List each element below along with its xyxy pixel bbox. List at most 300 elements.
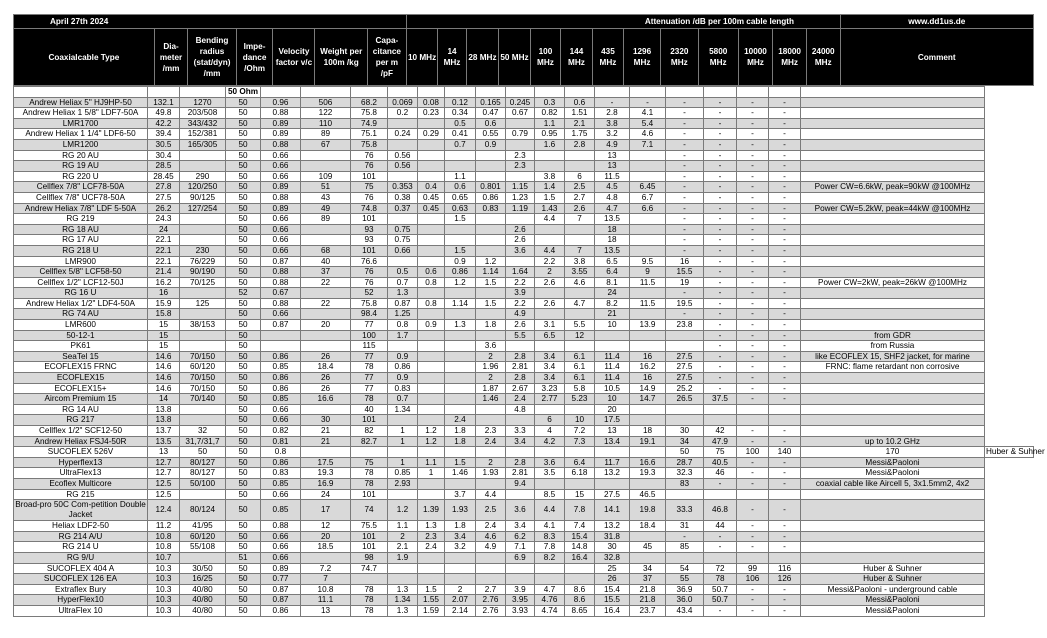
table-cell: 2.93 bbox=[388, 478, 418, 489]
table-row bbox=[14, 277, 1034, 288]
table-cell: 55/108 bbox=[180, 542, 226, 553]
table-cell: 3.1 bbox=[535, 320, 565, 331]
table-cell bbox=[595, 478, 630, 489]
cable-type-cell: RG 16 U bbox=[14, 288, 148, 299]
table-cell: 50 bbox=[226, 468, 261, 479]
table-cell: - bbox=[704, 542, 737, 553]
table-cell: 1.4 bbox=[535, 182, 565, 193]
table-cell: 50 bbox=[226, 373, 261, 384]
table-cell: 2.2 bbox=[506, 277, 535, 288]
table-cell: 21.8 bbox=[630, 595, 666, 606]
table-cell: 0.66 bbox=[261, 214, 301, 225]
table-row bbox=[14, 362, 1034, 373]
table-cell: - bbox=[704, 277, 737, 288]
table-cell: 74 bbox=[351, 500, 388, 521]
table-cell: 27.5 bbox=[666, 373, 704, 384]
table-row bbox=[14, 426, 1034, 437]
table-cell: 0.9 bbox=[388, 373, 418, 384]
table-cell: 5.8 bbox=[565, 383, 595, 394]
table-cell bbox=[445, 341, 476, 352]
table-cell: - bbox=[737, 139, 769, 150]
table-cell: 7.1 bbox=[506, 542, 535, 553]
table-cell: 16.6 bbox=[301, 394, 351, 405]
table-cell: 31,7/31,7 bbox=[180, 436, 226, 447]
table-cell: 16.2 bbox=[630, 362, 666, 373]
table-cell: 50 bbox=[226, 108, 261, 119]
table-cell: 28.45 bbox=[148, 171, 180, 182]
table-cell: 70/150 bbox=[180, 373, 226, 384]
table-cell: 10.3 bbox=[148, 605, 180, 616]
table-cell: 6 bbox=[535, 415, 565, 426]
column-header: 435 MHz bbox=[592, 29, 624, 86]
table-cell: 26 bbox=[301, 351, 351, 362]
table-cell: 10.3 bbox=[148, 584, 180, 595]
table-cell: 11.7 bbox=[595, 457, 630, 468]
table-cell: 3.6 bbox=[506, 500, 535, 521]
cable-type-cell: Andrew Heliax 1 5/8" LDF7-50A bbox=[14, 108, 148, 119]
table-cell: 0.87 bbox=[261, 584, 301, 595]
table-cell bbox=[148, 87, 180, 98]
table-cell bbox=[630, 161, 666, 172]
table-cell: 12 bbox=[565, 330, 595, 341]
table-cell bbox=[418, 574, 445, 585]
table-cell: 0.66 bbox=[261, 531, 301, 542]
table-cell: 170 bbox=[801, 447, 985, 458]
table-cell: 36.0 bbox=[666, 595, 704, 606]
table-cell: 50 bbox=[226, 277, 261, 288]
table-cell: 40 bbox=[301, 256, 351, 267]
table-cell: 0.66 bbox=[261, 309, 301, 320]
table-cell: 2.6 bbox=[506, 235, 535, 246]
table-cell: 4.7 bbox=[535, 584, 565, 595]
table-cell bbox=[630, 415, 666, 426]
table-cell bbox=[737, 87, 769, 98]
table-cell: 13.4 bbox=[595, 436, 630, 447]
table-cell: 2 bbox=[535, 267, 565, 278]
table-cell: 15 bbox=[148, 330, 180, 341]
table-cell: 7.1 bbox=[630, 139, 666, 150]
table-cell: 13 bbox=[595, 150, 630, 161]
table-cell bbox=[565, 87, 595, 98]
table-cell: 9.5 bbox=[630, 256, 666, 267]
table-cell bbox=[630, 330, 666, 341]
table-cell: 0.85 bbox=[261, 362, 301, 373]
table-cell: 27.5 bbox=[666, 351, 704, 362]
table-cell bbox=[445, 351, 476, 362]
table-cell: 6.18 bbox=[565, 468, 595, 479]
table-cell bbox=[630, 288, 666, 299]
table-cell: 0.7 bbox=[388, 394, 418, 405]
table-cell: 0.66 bbox=[261, 171, 301, 182]
table-cell bbox=[445, 574, 476, 585]
table-cell: 109 bbox=[301, 171, 351, 182]
table-cell bbox=[388, 447, 418, 458]
table-cell bbox=[801, 87, 985, 98]
table-cell: 50 bbox=[226, 182, 261, 193]
table-cell: 50 bbox=[226, 150, 261, 161]
column-header: 10000 MHz bbox=[738, 29, 773, 86]
table-cell: 18 bbox=[595, 235, 630, 246]
table-cell: - bbox=[737, 224, 769, 235]
table-cell: 50.7 bbox=[704, 584, 737, 595]
table-cell: 55 bbox=[666, 574, 704, 585]
table-cell: 80/127 bbox=[180, 457, 226, 468]
table-cell: 3.4 bbox=[535, 362, 565, 373]
table-cell: 50 bbox=[226, 309, 261, 320]
table-cell: 101 bbox=[351, 542, 388, 553]
table-cell: 2.6 bbox=[535, 298, 565, 309]
table-cell: 4.6 bbox=[476, 531, 506, 542]
table-cell: 15 bbox=[565, 489, 595, 500]
table-cell: 76 bbox=[351, 161, 388, 172]
table-cell: 0.83 bbox=[261, 468, 301, 479]
table-cell: 13.2 bbox=[595, 468, 630, 479]
table-cell: 14.8 bbox=[565, 542, 595, 553]
table-cell: 47.9 bbox=[704, 436, 737, 447]
table-cell: 78 bbox=[704, 574, 737, 585]
table-cell: 50 bbox=[226, 531, 261, 542]
table-cell: 50 bbox=[226, 584, 261, 595]
column-header: 18000 MHz bbox=[773, 29, 807, 86]
table-cell: - bbox=[666, 150, 704, 161]
table-cell: 0.86 bbox=[476, 192, 506, 203]
cable-type-cell: Ecoflex Multicore bbox=[14, 478, 148, 489]
table-cell bbox=[180, 224, 226, 235]
table-cell: - bbox=[769, 457, 801, 468]
comment-cell bbox=[801, 415, 985, 426]
table-cell: 40 bbox=[351, 404, 388, 415]
table-cell bbox=[506, 256, 535, 267]
table-cell: 11.5 bbox=[630, 298, 666, 309]
table-cell: 19.3 bbox=[301, 468, 351, 479]
table-cell: 27.5 bbox=[148, 192, 180, 203]
table-cell bbox=[301, 404, 351, 415]
table-cell: 2.4 bbox=[476, 521, 506, 532]
table-row bbox=[14, 447, 1034, 458]
table-cell: 46.5 bbox=[630, 489, 666, 500]
table-cell: 1.64 bbox=[506, 267, 535, 278]
table-cell bbox=[704, 415, 737, 426]
table-cell: 4.9 bbox=[506, 309, 535, 320]
table-cell: 2.7 bbox=[565, 192, 595, 203]
table-cell: 0.83 bbox=[476, 203, 506, 214]
table-cell: 2.8 bbox=[506, 351, 535, 362]
table-cell bbox=[769, 404, 801, 415]
table-cell: - bbox=[737, 457, 769, 468]
table-cell: 21.4 bbox=[148, 267, 180, 278]
table-cell: 3.9 bbox=[506, 288, 535, 299]
table-cell bbox=[666, 330, 704, 341]
comment-cell bbox=[801, 129, 985, 140]
table-cell bbox=[351, 447, 388, 458]
table-cell bbox=[565, 309, 595, 320]
table-cell bbox=[418, 309, 445, 320]
table-cell: - bbox=[737, 192, 769, 203]
table-cell: - bbox=[769, 118, 801, 129]
comment-cell bbox=[801, 426, 985, 437]
table-cell: 82.7 bbox=[351, 436, 388, 447]
table-cell: - bbox=[704, 267, 737, 278]
table-cell: 101 bbox=[351, 489, 388, 500]
table-cell: 11.4 bbox=[595, 373, 630, 384]
table-cell: 36.9 bbox=[666, 584, 704, 595]
table-cell: - bbox=[704, 478, 737, 489]
table-row bbox=[14, 394, 1034, 405]
table-cell: 0.37 bbox=[388, 203, 418, 214]
table-cell bbox=[418, 224, 445, 235]
table-cell: 16.2 bbox=[148, 277, 180, 288]
table-cell: - bbox=[737, 298, 769, 309]
table-cell: 50 bbox=[226, 574, 261, 585]
table-cell: 50 bbox=[226, 404, 261, 415]
table-cell: 0.66 bbox=[261, 150, 301, 161]
table-cell: - bbox=[737, 288, 769, 299]
table-row bbox=[14, 404, 1034, 415]
table-cell bbox=[630, 404, 666, 415]
table-cell bbox=[630, 531, 666, 542]
column-header: 10 MHz bbox=[406, 29, 438, 86]
table-cell bbox=[418, 478, 445, 489]
table-cell bbox=[418, 139, 445, 150]
comment-cell bbox=[801, 373, 985, 384]
table-cell: 1.51 bbox=[565, 108, 595, 119]
table-cell: 0.353 bbox=[388, 182, 418, 193]
table-cell: 27.5 bbox=[666, 362, 704, 373]
table-cell bbox=[506, 87, 535, 98]
table-cell: 3.8 bbox=[565, 256, 595, 267]
table-cell bbox=[535, 87, 565, 98]
comment-cell: from GDR bbox=[801, 330, 985, 341]
table-cell: 2.2 bbox=[506, 298, 535, 309]
table-cell: 19.5 bbox=[666, 298, 704, 309]
table-cell: - bbox=[737, 150, 769, 161]
table-cell: 2.1 bbox=[388, 542, 418, 553]
table-cell bbox=[476, 330, 506, 341]
table-cell: - bbox=[737, 108, 769, 119]
table-cell: 24 bbox=[148, 224, 180, 235]
column-header: Capa-citance per m /pF bbox=[367, 29, 406, 86]
table-cell: - bbox=[704, 118, 737, 129]
table-cell: - bbox=[666, 108, 704, 119]
table-cell: 116 bbox=[769, 563, 801, 574]
table-cell bbox=[180, 87, 226, 98]
table-cell: 506 bbox=[301, 97, 351, 108]
table-cell: 0.55 bbox=[476, 129, 506, 140]
website-label: www.dd1us.de bbox=[840, 15, 1033, 29]
table-cell: 26.2 bbox=[148, 203, 180, 214]
table-cell: 0.23 bbox=[418, 108, 445, 119]
table-row bbox=[14, 373, 1034, 384]
table-cell: 10.3 bbox=[148, 595, 180, 606]
table-cell: 4.9 bbox=[595, 139, 630, 150]
table-cell: - bbox=[704, 129, 737, 140]
table-cell: - bbox=[737, 531, 769, 542]
table-cell bbox=[418, 87, 445, 98]
column-header: Comment bbox=[840, 29, 1033, 86]
table-cell: 17 bbox=[301, 500, 351, 521]
table-cell: 0.66 bbox=[261, 489, 301, 500]
comment-cell bbox=[801, 97, 985, 108]
table-cell bbox=[565, 224, 595, 235]
table-cell bbox=[506, 489, 535, 500]
table-cell: 21 bbox=[595, 309, 630, 320]
cable-type-cell: RG 14 AU bbox=[14, 404, 148, 415]
cable-type-cell: RG 9/U bbox=[14, 552, 148, 563]
table-cell bbox=[418, 362, 445, 373]
table-cell: - bbox=[666, 182, 704, 193]
table-cell: 11.5 bbox=[630, 277, 666, 288]
table-cell bbox=[445, 373, 476, 384]
column-header: Velocity factor v/c bbox=[273, 29, 315, 86]
table-cell bbox=[445, 552, 476, 563]
table-cell: - bbox=[704, 161, 737, 172]
table-cell bbox=[630, 224, 666, 235]
table-row bbox=[14, 203, 1034, 214]
table-cell bbox=[666, 415, 704, 426]
table-cell: - bbox=[737, 203, 769, 214]
table-row bbox=[14, 595, 1034, 606]
table-cell: 0.165 bbox=[476, 97, 506, 108]
table-cell: 3.4 bbox=[506, 521, 535, 532]
table-cell: 76 bbox=[351, 267, 388, 278]
table-cell: 52 bbox=[226, 288, 261, 299]
table-cell: 0.96 bbox=[261, 97, 301, 108]
table-cell bbox=[476, 235, 506, 246]
table-cell: 0.66 bbox=[261, 224, 301, 235]
table-cell: 0.66 bbox=[388, 245, 418, 256]
table-cell: - bbox=[704, 224, 737, 235]
table-cell: 5.23 bbox=[565, 394, 595, 405]
table-cell: 93 bbox=[351, 224, 388, 235]
table-cell: 15.4 bbox=[595, 584, 630, 595]
table-cell bbox=[445, 394, 476, 405]
table-cell: 67 bbox=[301, 139, 351, 150]
table-cell: 0.38 bbox=[388, 192, 418, 203]
table-cell: 0.85 bbox=[261, 500, 301, 521]
table-cell: 1 bbox=[388, 457, 418, 468]
table-cell bbox=[180, 415, 226, 426]
table-cell: 68 bbox=[301, 245, 351, 256]
table-cell: 26 bbox=[595, 574, 630, 585]
table-cell: 21 bbox=[301, 436, 351, 447]
date-label: April 27th 2024 bbox=[14, 15, 407, 29]
table-cell: 76 bbox=[351, 150, 388, 161]
table-cell: 18 bbox=[595, 224, 630, 235]
table-cell: - bbox=[666, 245, 704, 256]
table-cell: 6.7 bbox=[630, 192, 666, 203]
column-header: Impe-dance /Ohm bbox=[236, 29, 273, 86]
table-cell: 78 bbox=[351, 468, 388, 479]
table-cell: - bbox=[704, 245, 737, 256]
table-cell bbox=[630, 235, 666, 246]
table-cell: 9 bbox=[630, 267, 666, 278]
table-cell bbox=[180, 214, 226, 225]
table-cell: 0.66 bbox=[261, 235, 301, 246]
table-cell: - bbox=[737, 426, 769, 437]
table-cell bbox=[180, 235, 226, 246]
table-cell: 7 bbox=[301, 574, 351, 585]
table-cell bbox=[476, 552, 506, 563]
table-cell bbox=[418, 330, 445, 341]
table-cell: 0.65 bbox=[445, 192, 476, 203]
cable-type-cell: Andrew Heliax FSJ4-50R bbox=[14, 436, 148, 447]
table-cell: - bbox=[737, 595, 769, 606]
comment-cell bbox=[801, 552, 985, 563]
table-cell: 27.8 bbox=[148, 182, 180, 193]
table-cell: 0.6 bbox=[418, 267, 445, 278]
table-cell: 25 bbox=[595, 563, 630, 574]
comment-cell bbox=[801, 542, 985, 553]
table-cell: 0.88 bbox=[261, 298, 301, 309]
table-cell: 16/25 bbox=[180, 574, 226, 585]
table-cell: 49.8 bbox=[148, 108, 180, 119]
cable-table-container bbox=[13, 14, 1045, 617]
table-cell: 70/140 bbox=[180, 394, 226, 405]
table-cell bbox=[666, 341, 704, 352]
table-cell: 1.1 bbox=[418, 457, 445, 468]
table-cell: 0.66 bbox=[261, 404, 301, 415]
table-cell bbox=[769, 415, 801, 426]
cable-type-cell: RG 217 bbox=[14, 415, 148, 426]
table-cell bbox=[301, 288, 351, 299]
table-cell: 2.4 bbox=[476, 436, 506, 447]
table-cell bbox=[418, 256, 445, 267]
table-cell: - bbox=[769, 267, 801, 278]
table-cell: 50 bbox=[226, 256, 261, 267]
table-cell: 42.2 bbox=[148, 118, 180, 129]
table-cell bbox=[506, 118, 535, 129]
comment-cell: Huber & Suhner bbox=[801, 574, 985, 585]
table-cell bbox=[565, 235, 595, 246]
comment-cell: Power CW=2kW, peak=26kW @100MHz bbox=[801, 277, 985, 288]
table-cell: 10.8 bbox=[148, 531, 180, 542]
cable-type-cell: Cellflex 5/8" LCF58-50 bbox=[14, 267, 148, 278]
table-cell bbox=[506, 171, 535, 182]
table-cell: 3.5 bbox=[535, 468, 565, 479]
table-cell bbox=[769, 489, 801, 500]
table-cell: 80/124 bbox=[180, 500, 226, 521]
table-cell bbox=[630, 214, 666, 225]
table-cell bbox=[388, 489, 418, 500]
table-cell: 3.6 bbox=[506, 245, 535, 256]
table-cell bbox=[388, 87, 418, 98]
table-cell: 0.88 bbox=[261, 139, 301, 150]
table-row bbox=[14, 500, 1034, 521]
table-cell: 3.8 bbox=[535, 171, 565, 182]
table-cell: 0.24 bbox=[388, 129, 418, 140]
table-cell: 0.86 bbox=[445, 267, 476, 278]
table-row bbox=[14, 256, 1034, 267]
table-cell: 50 bbox=[226, 351, 261, 362]
table-cell: 0.66 bbox=[261, 245, 301, 256]
table-cell: 140 bbox=[769, 447, 801, 458]
table-cell: 0.86 bbox=[261, 351, 301, 362]
table-cell bbox=[301, 235, 351, 246]
comment-cell: like ECOFLEX 15, SHF2 jacket, for marine bbox=[801, 351, 985, 362]
table-cell: 6.9 bbox=[506, 552, 535, 563]
table-cell: 12.7 bbox=[148, 468, 180, 479]
table-cell: 0.9 bbox=[476, 139, 506, 150]
table-cell: 1.46 bbox=[445, 468, 476, 479]
table-cell bbox=[261, 87, 301, 98]
table-cell: 1.5 bbox=[445, 457, 476, 468]
table-cell: 50 bbox=[226, 415, 261, 426]
cable-type-cell: RG 218 U bbox=[14, 245, 148, 256]
table-cell: 1.2 bbox=[476, 256, 506, 267]
table-cell: 14 bbox=[148, 394, 180, 405]
table-cell bbox=[535, 478, 565, 489]
table-cell: 8.1 bbox=[595, 277, 630, 288]
